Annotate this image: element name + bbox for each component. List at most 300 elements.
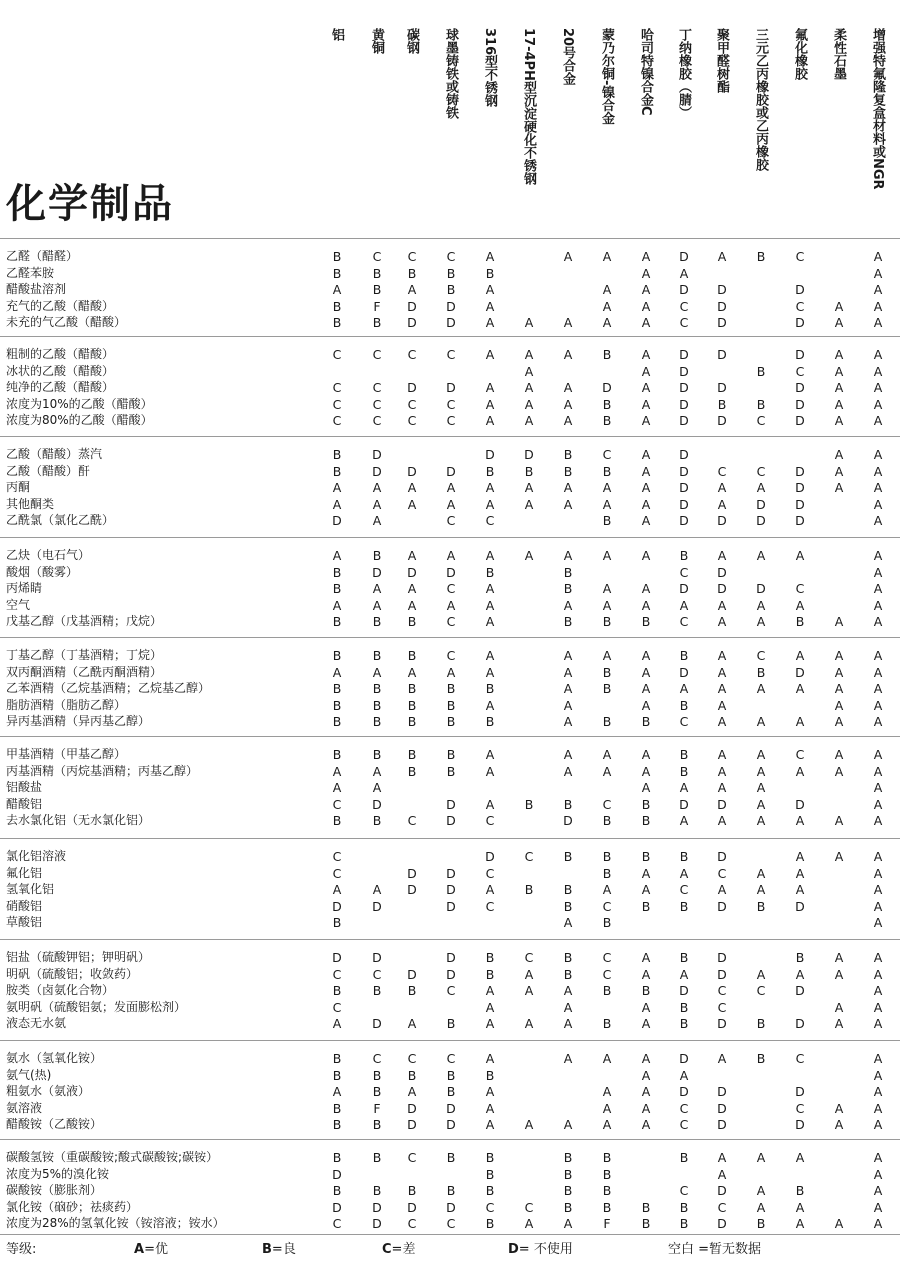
chemical-name: 乙醛苯胺 <box>6 265 55 280</box>
rating-cell: A <box>485 581 495 597</box>
table-row <box>0 1083 900 1100</box>
rating-cell: B <box>679 763 689 779</box>
table-row <box>0 949 900 966</box>
rating-cell: A <box>563 1016 573 1032</box>
rating-cell: D <box>524 447 534 462</box>
rating-cell: C <box>332 380 342 396</box>
table-row <box>0 1067 900 1084</box>
rating-cell: B <box>756 396 766 412</box>
rating-cell: A <box>602 1117 612 1133</box>
rating-cell: A <box>795 865 805 881</box>
rating-cell: D <box>795 496 805 512</box>
rating-cell: A <box>446 496 456 512</box>
rating-cell: A <box>873 999 883 1015</box>
rating-cell: D <box>332 1166 342 1182</box>
rating-cell: B <box>407 714 417 730</box>
rating-cell: D <box>679 347 689 362</box>
rating-cell: A <box>641 380 651 396</box>
rating-cell: A <box>756 747 766 762</box>
rating-cell: D <box>679 581 689 597</box>
rating-cell: A <box>834 763 844 779</box>
rating-cell: D <box>332 1199 342 1215</box>
rating-cell: D <box>795 396 805 412</box>
rating-cell: A <box>563 249 573 264</box>
rating-cell: A <box>485 597 495 613</box>
rating-cell: C <box>332 865 342 881</box>
rating-cell: B <box>485 463 495 479</box>
chemical-name: 氯化铝溶液 <box>6 849 67 863</box>
chemical-name: 其他酮类 <box>6 496 55 511</box>
rating-cell: B <box>563 1199 573 1215</box>
rating-cell: A <box>873 597 883 613</box>
chemical-name: 液态无水氨 <box>6 1016 67 1031</box>
rating-cell: A <box>446 597 456 613</box>
rating-cell: C <box>679 714 689 730</box>
chemical-name: 粗氨水（氨液） <box>6 1084 91 1099</box>
rating-cell: D <box>407 966 417 982</box>
rating-cell: D <box>679 983 689 999</box>
rating-cell: A <box>873 496 883 512</box>
legend-item-c: C=差 <box>382 1242 416 1257</box>
rating-cell: A <box>332 597 342 613</box>
rating-cell: A <box>873 1051 883 1066</box>
rating-cell: D <box>679 447 689 462</box>
rating-cell: B <box>602 614 612 630</box>
rating-cell: A <box>563 597 573 613</box>
rating-cell: A <box>873 1067 883 1083</box>
rating-cell: A <box>524 347 534 362</box>
rating-cell: C <box>372 380 382 396</box>
rating-cell: B <box>602 714 612 730</box>
table-row <box>0 796 900 813</box>
rating-cell: A <box>524 363 534 379</box>
rating-cell: A <box>372 496 382 512</box>
rating-cell: C <box>332 396 342 412</box>
column-header: 哈司特镍合金C <box>638 28 653 116</box>
rating-cell: A <box>717 681 727 697</box>
rating-cell: A <box>602 1100 612 1116</box>
rating-cell: D <box>407 882 417 898</box>
rating-cell: B <box>332 249 342 264</box>
rating-cell: B <box>372 983 382 999</box>
rating-cell: C <box>372 1051 382 1066</box>
rating-cell: A <box>641 463 651 479</box>
rating-cell: D <box>679 496 689 512</box>
chemical-name: 醋酸铝 <box>6 796 43 811</box>
rating-cell: A <box>756 796 766 812</box>
chemical-name: 丙酮 <box>6 480 31 495</box>
rating-cell: A <box>834 363 844 379</box>
rating-cell: A <box>756 681 766 697</box>
rating-cell: A <box>641 581 651 597</box>
rating-cell: A <box>524 966 534 982</box>
rating-cell: A <box>485 664 495 680</box>
rating-cell: A <box>524 315 534 331</box>
rating-cell: B <box>679 1216 689 1232</box>
table-row <box>0 1015 900 1032</box>
rating-cell: B <box>602 849 612 864</box>
rating-cell: B <box>446 681 456 697</box>
group-divider <box>0 436 900 437</box>
rating-cell: A <box>795 597 805 613</box>
rating-cell: B <box>563 614 573 630</box>
rating-cell: A <box>717 648 727 663</box>
rating-cell: B <box>446 1150 456 1165</box>
rating-cell: A <box>602 747 612 762</box>
rating-cell: C <box>407 396 417 412</box>
rating-cell: A <box>795 813 805 829</box>
rating-cell: A <box>873 347 883 362</box>
rating-cell: A <box>641 282 651 298</box>
rating-cell: A <box>873 983 883 999</box>
rating-cell: D <box>485 447 495 462</box>
rating-cell: D <box>372 1016 382 1032</box>
chemical-name: 戊基乙醇（戊基酒精；戊烷） <box>6 614 163 629</box>
rating-cell: A <box>332 1084 342 1100</box>
rating-cell: A <box>717 614 727 630</box>
chemical-name: 异丙基酒精（异丙基乙醇） <box>6 714 151 729</box>
rating-cell: C <box>446 983 456 999</box>
rating-cell: B <box>679 1016 689 1032</box>
rating-cell: A <box>873 966 883 982</box>
rating-cell: B <box>485 950 495 965</box>
rating-cell: A <box>834 480 844 496</box>
rating-cell: C <box>332 796 342 812</box>
rating-cell: A <box>679 1067 689 1083</box>
rating-cell: A <box>756 714 766 730</box>
rating-cell: B <box>332 265 342 281</box>
rating-cell: B <box>407 1183 417 1199</box>
chemical-name: 双丙酮酒精（乙酰丙酮酒精） <box>6 664 163 679</box>
chemical-name: 硝酸铝 <box>6 898 43 913</box>
rating-cell: A <box>834 396 844 412</box>
table-row <box>0 865 900 882</box>
table-row <box>0 613 900 630</box>
rating-cell: D <box>717 513 727 529</box>
rating-cell: A <box>756 763 766 779</box>
rating-cell: A <box>834 315 844 331</box>
rating-cell: B <box>602 681 612 697</box>
chemical-name: 去水氯化铝（无水氯化铝） <box>6 813 151 828</box>
rating-cell: B <box>372 1150 382 1165</box>
rating-cell: A <box>756 865 766 881</box>
rating-cell: D <box>679 249 689 264</box>
rating-cell: B <box>372 813 382 829</box>
rating-cell: A <box>873 950 883 965</box>
rating-cell: D <box>485 849 495 864</box>
rating-cell: B <box>602 865 612 881</box>
chemical-name: 氢氧化铝 <box>6 882 55 897</box>
rating-cell: B <box>641 813 651 829</box>
rating-cell: A <box>641 780 651 796</box>
rating-cell: A <box>332 548 342 563</box>
legend-item-d: D= 不使用 <box>508 1242 573 1257</box>
rating-cell: C <box>717 999 727 1015</box>
rating-cell: B <box>372 681 382 697</box>
rating-cell: B <box>332 983 342 999</box>
rating-cell: B <box>446 697 456 713</box>
rating-cell: B <box>372 1084 382 1100</box>
rating-cell: A <box>679 597 689 613</box>
rating-cell: C <box>332 849 342 864</box>
chemical-name: 丙基酒精（丙烷基酒精；丙基乙醇） <box>6 763 199 778</box>
rating-cell: B <box>332 813 342 829</box>
rating-cell: A <box>834 681 844 697</box>
rating-cell: A <box>485 999 495 1015</box>
rating-cell: A <box>563 396 573 412</box>
rating-cell: C <box>679 315 689 331</box>
table-row <box>0 680 900 697</box>
rating-cell: B <box>332 1183 342 1199</box>
rating-cell: B <box>563 1150 573 1165</box>
table-row <box>0 265 900 282</box>
group-divider <box>0 537 900 538</box>
rating-cell: D <box>795 513 805 529</box>
rating-cell: C <box>795 581 805 597</box>
rating-cell: B <box>756 1016 766 1032</box>
rating-cell: B <box>795 1183 805 1199</box>
rating-cell: A <box>873 664 883 680</box>
rating-cell: B <box>795 950 805 965</box>
chemical-name: 乙炔（电石气） <box>6 548 91 562</box>
rating-cell: A <box>524 1016 534 1032</box>
rating-cell: B <box>332 681 342 697</box>
rating-cell: B <box>485 1166 495 1182</box>
rating-cell: A <box>873 1199 883 1215</box>
chemical-name: 明矾（硫酸铝；收敛药） <box>6 966 139 981</box>
table-row <box>0 479 900 496</box>
rating-cell: B <box>563 463 573 479</box>
rating-cell: D <box>795 413 805 429</box>
rating-cell: B <box>332 1150 342 1165</box>
rating-cell: D <box>407 380 417 396</box>
rating-cell: B <box>407 697 417 713</box>
rating-cell: B <box>332 697 342 713</box>
column-header: 碳钢 <box>404 28 419 54</box>
rating-cell: A <box>563 1117 573 1133</box>
rating-cell: A <box>485 413 495 429</box>
rating-cell: A <box>717 548 727 563</box>
rating-cell: C <box>372 249 382 264</box>
group-divider <box>0 1040 900 1041</box>
rating-cell: D <box>372 796 382 812</box>
rating-cell: D <box>446 813 456 829</box>
rating-cell: D <box>795 463 805 479</box>
table-row <box>0 446 900 463</box>
rating-cell: B <box>372 697 382 713</box>
rating-cell: A <box>717 664 727 680</box>
rating-cell: A <box>524 496 534 512</box>
rating-cell: D <box>679 1084 689 1100</box>
rating-cell: C <box>602 447 612 462</box>
rating-cell: A <box>641 747 651 762</box>
rating-cell: C <box>679 1183 689 1199</box>
rating-cell: A <box>641 648 651 663</box>
rating-cell: B <box>563 1183 573 1199</box>
rating-cell: A <box>756 1199 766 1215</box>
rating-cell: A <box>873 681 883 697</box>
rating-cell: B <box>524 796 534 812</box>
rating-cell: A <box>407 581 417 597</box>
chemical-name: 乙酰氯（氯化乙酰） <box>6 513 115 528</box>
rating-cell: D <box>446 315 456 331</box>
rating-cell: D <box>795 898 805 914</box>
rating-cell: B <box>563 898 573 914</box>
table-row <box>0 982 900 999</box>
rating-cell: B <box>446 1183 456 1199</box>
rating-cell: C <box>332 966 342 982</box>
rating-cell: B <box>602 813 612 829</box>
rating-cell: A <box>756 548 766 563</box>
rating-cell: C <box>446 1216 456 1232</box>
rating-cell: A <box>834 813 844 829</box>
rating-cell: C <box>756 413 766 429</box>
rating-cell: B <box>563 950 573 965</box>
rating-cell: A <box>641 363 651 379</box>
rating-cell: C <box>446 396 456 412</box>
rating-cell: A <box>641 966 651 982</box>
rating-cell: D <box>446 966 456 982</box>
table-row <box>0 1199 900 1216</box>
rating-cell: B <box>602 1016 612 1032</box>
rating-cell: B <box>485 1216 495 1232</box>
rating-cell: D <box>563 813 573 829</box>
rating-cell: A <box>332 664 342 680</box>
rating-cell: A <box>873 1016 883 1032</box>
rating-cell: D <box>332 513 342 529</box>
rating-cell: A <box>524 413 534 429</box>
table-row <box>0 281 900 298</box>
rating-cell: A <box>563 1051 573 1066</box>
rating-cell: A <box>602 648 612 663</box>
rating-cell: D <box>679 480 689 496</box>
rating-cell: A <box>485 1084 495 1100</box>
rating-cell: D <box>717 380 727 396</box>
rating-cell: A <box>332 763 342 779</box>
rating-cell: A <box>372 763 382 779</box>
rating-cell: A <box>641 664 651 680</box>
rating-cell: B <box>446 747 456 762</box>
rating-cell: A <box>756 780 766 796</box>
rating-cell: C <box>407 813 417 829</box>
rating-cell: B <box>485 966 495 982</box>
rating-cell: A <box>873 363 883 379</box>
rating-cell: A <box>563 480 573 496</box>
rating-cell: B <box>756 898 766 914</box>
rating-cell: A <box>485 882 495 898</box>
rating-cell: A <box>524 480 534 496</box>
rating-cell: B <box>679 898 689 914</box>
rating-cell: A <box>834 1016 844 1032</box>
group-divider <box>0 336 900 337</box>
rating-cell: A <box>717 480 727 496</box>
rating-cell: A <box>524 1117 534 1133</box>
rating-cell: B <box>679 747 689 762</box>
rating-cell: B <box>372 1067 382 1083</box>
rating-cell: A <box>641 999 651 1015</box>
rating-cell: A <box>873 447 883 462</box>
rating-cell: A <box>485 496 495 512</box>
table-row <box>0 898 900 915</box>
rating-cell: A <box>717 714 727 730</box>
rating-cell: A <box>679 813 689 829</box>
rating-cell: D <box>679 380 689 396</box>
rating-cell: A <box>563 747 573 762</box>
rating-cell: A <box>563 648 573 663</box>
column-header: 三元乙丙橡胶或乙丙橡胶 <box>753 28 768 171</box>
rating-cell: A <box>485 282 495 298</box>
rating-cell: D <box>717 966 727 982</box>
rating-cell: A <box>563 697 573 713</box>
rating-cell: C <box>795 1100 805 1116</box>
rating-cell: A <box>485 1100 495 1116</box>
rating-cell: B <box>602 664 612 680</box>
rating-cell: A <box>873 849 883 864</box>
rating-cell: A <box>795 849 805 864</box>
rating-cell: B <box>372 1183 382 1199</box>
rating-cell: A <box>641 763 651 779</box>
rating-cell: D <box>446 898 456 914</box>
chemical-name: 醋酸铵（乙酸铵） <box>6 1117 103 1132</box>
rating-cell: B <box>446 1084 456 1100</box>
rating-cell: A <box>407 1084 417 1100</box>
rating-cell: A <box>873 413 883 429</box>
rating-cell: B <box>602 1183 612 1199</box>
rating-cell: A <box>602 496 612 512</box>
rating-cell: B <box>641 849 651 864</box>
rating-cell: A <box>602 282 612 298</box>
rating-cell: A <box>834 298 844 314</box>
rating-cell: A <box>641 548 651 563</box>
rating-cell: A <box>873 265 883 281</box>
rating-cell: D <box>717 413 727 429</box>
rating-cell: C <box>524 1199 534 1215</box>
chemical-name: 丙烯睛 <box>6 581 43 596</box>
rating-cell: A <box>524 396 534 412</box>
rating-cell: C <box>407 1216 417 1232</box>
rating-cell: A <box>834 380 844 396</box>
rating-cell: D <box>332 950 342 965</box>
rating-cell: B <box>641 898 651 914</box>
rating-cell: A <box>834 714 844 730</box>
rating-cell: A <box>485 480 495 496</box>
rating-cell: C <box>446 513 456 529</box>
rating-cell: D <box>407 564 417 580</box>
chemical-name: 空气 <box>6 597 31 612</box>
rating-cell: A <box>407 548 417 563</box>
rating-cell: A <box>641 865 651 881</box>
column-header: 柔性石墨 <box>831 28 846 80</box>
rating-cell: B <box>407 265 417 281</box>
chemical-name: 未充的气乙酸（醋酸） <box>6 315 127 330</box>
page-title: 化学制品 <box>6 181 174 227</box>
rating-cell: A <box>563 664 573 680</box>
rating-cell: A <box>485 796 495 812</box>
rating-cell: B <box>446 763 456 779</box>
rating-cell: A <box>641 315 651 331</box>
rating-cell: B <box>756 664 766 680</box>
rating-cell: C <box>485 898 495 914</box>
table-row <box>0 363 900 380</box>
rating-cell: D <box>446 1100 456 1116</box>
rating-cell: B <box>641 1199 651 1215</box>
rating-cell: A <box>873 282 883 298</box>
rating-cell: B <box>372 614 382 630</box>
rating-cell: A <box>834 1117 844 1133</box>
rating-cell: A <box>756 1183 766 1199</box>
rating-cell: D <box>446 1117 456 1133</box>
rating-cell: C <box>446 648 456 663</box>
